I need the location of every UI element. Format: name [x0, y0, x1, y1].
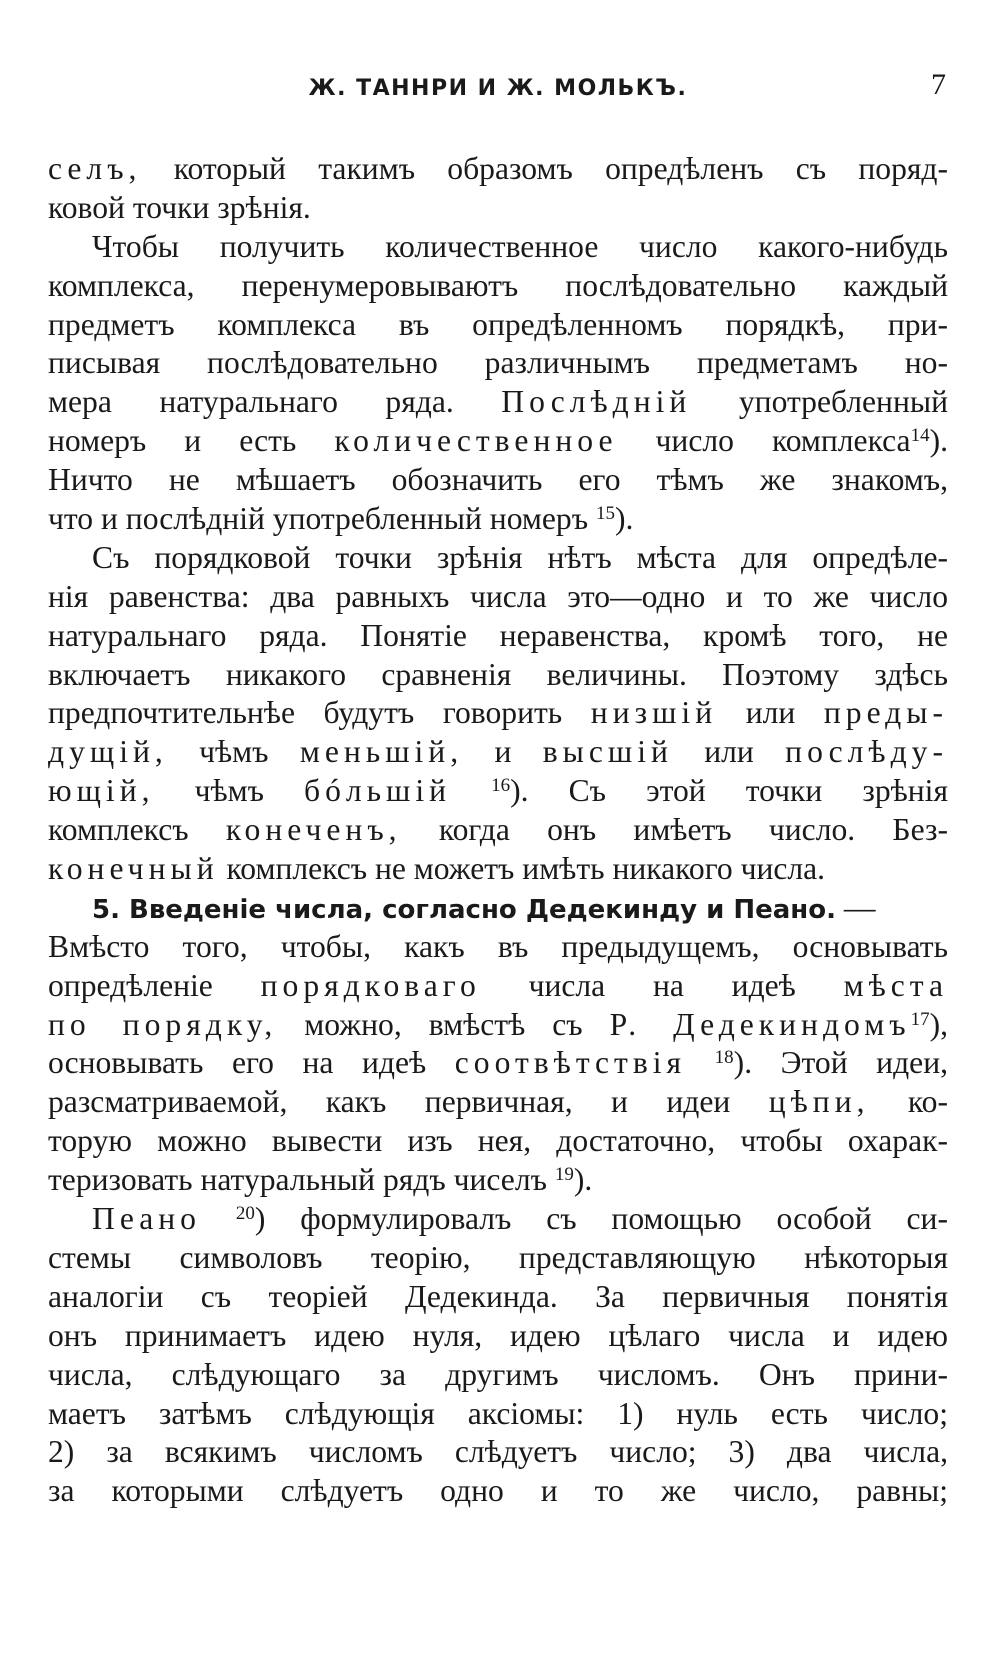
- text-line: стемы символовъ теорію, представляющую нѣкоторыя: [48, 1239, 948, 1275]
- spaced-word: Послѣдній: [501, 384, 692, 420]
- text-line: числа, слѣдующаго за другимъ числомъ. Онъ прини-: [48, 1356, 948, 1392]
- text-line: Чтобы получить количественное число какого-нибудь: [92, 228, 948, 264]
- text-run: число комплекса: [617, 423, 911, 459]
- text-line: [48, 967, 948, 1006]
- text-line: Съ порядковой точки зрѣнія нѣтъ мѣста для опредѣле-: [92, 539, 948, 575]
- text-line: [48, 811, 948, 850]
- spaced-word: цѣпи,: [768, 1084, 870, 1120]
- spaced-word: преды-: [823, 695, 948, 731]
- spaced-word: ющій,: [48, 773, 155, 809]
- spaced-word: соотвѣтствія: [454, 1045, 687, 1081]
- text-line: [48, 1006, 948, 1045]
- spaced-word: высшій: [542, 734, 673, 770]
- text-run: основывать его на идеѣ: [48, 1045, 455, 1081]
- paragraph-3: [48, 539, 948, 889]
- text-run: теризовать натуральный рядъ чиселъ: [48, 1162, 555, 1198]
- text-run: [686, 1045, 715, 1080]
- text-run: комплексъ: [48, 812, 226, 848]
- text-run: номеръ и есть: [48, 423, 335, 459]
- spaced-word: мѣста: [843, 967, 949, 1003]
- text-line: 2) за всякимъ числомъ слѣдуетъ число; 3) два числа,: [48, 1434, 948, 1470]
- text-line: торую можно вывести изъ нея, достаточно, чтобы охарак-: [48, 1123, 948, 1159]
- text-line: за которыми слѣдуетъ одно и то же число, равны;: [48, 1473, 948, 1509]
- text-line: [48, 772, 948, 811]
- page-number: 7: [931, 68, 946, 101]
- text-line: [48, 1161, 948, 1200]
- text-line: натуральнаго ряда. Понятіе неравенства, кромѣ того, не: [48, 617, 948, 653]
- text-run: [451, 773, 491, 808]
- text-run: ),: [929, 1006, 948, 1042]
- text-line: [48, 1044, 948, 1083]
- spaced-word: порядковаго: [260, 967, 481, 1003]
- spaced-word: бóльшій: [304, 773, 452, 809]
- text-run: мера натуральнаго ряда.: [48, 384, 502, 420]
- text-line: нія равенства: два равныхъ числа это—одно и то же число: [48, 578, 948, 614]
- text-run: ). Съ этой точки зрѣнія: [510, 773, 948, 809]
- text-run: когда онъ имѣетъ число. Без-: [401, 812, 948, 848]
- text-run: чѣмъ: [167, 734, 300, 770]
- text-run: который такимъ образомъ опредѣленъ съ поряд-: [141, 151, 948, 186]
- text-run: ).: [614, 501, 634, 537]
- text-run: или: [672, 734, 786, 770]
- paragraph-2: [48, 228, 948, 539]
- text-line: онъ принимаетъ идею нуля, идею цѣлаго числа и идею: [48, 1317, 948, 1353]
- text-run: [201, 1201, 236, 1236]
- spaced-word: селъ,: [48, 151, 142, 186]
- text-run: опредѣленіе: [48, 967, 261, 1003]
- footnote-ref[interactable]: 19: [554, 1164, 574, 1186]
- text-line: [48, 850, 948, 889]
- text-run: употребленный: [691, 384, 948, 420]
- text-run: чѣмъ: [154, 773, 304, 809]
- text-run: или: [717, 695, 824, 731]
- text-line: [48, 383, 948, 422]
- paragraph-5: [48, 1200, 948, 1511]
- text-line: писывая послѣдовательно различнымъ предметамъ но-: [48, 345, 948, 381]
- text-line: Ничто не мѣшаетъ обозначить его тѣмъ же знакомъ,: [48, 462, 948, 498]
- text-line: комплекса, перенумеровываютъ послѣдовательно каждый: [48, 267, 948, 303]
- text-run: разсматриваемой, какъ первичная, и идеи: [48, 1084, 769, 1120]
- text-run: ).: [573, 1162, 593, 1198]
- section-heading: 5. Введеніе числа, согласно Дедекинду и Пеано.: [92, 894, 837, 925]
- text-run: ).: [929, 423, 948, 459]
- spaced-word: послѣду-: [785, 734, 948, 770]
- text-line: Вмѣсто того, чтобы, какъ въ предыдущемъ, основывать: [48, 928, 948, 964]
- text-line: маетъ затѣмъ слѣдующія аксіомы: 1) нуль есть число;: [48, 1395, 948, 1431]
- footnote-ref[interactable]: 20: [235, 1203, 255, 1225]
- footnote-ref[interactable]: 17: [910, 1008, 930, 1030]
- footnote-ref[interactable]: 16: [491, 775, 511, 797]
- page-body: [48, 150, 948, 1511]
- spaced-word: конеченъ,: [225, 812, 402, 848]
- footnote-ref[interactable]: 18: [714, 1047, 734, 1069]
- text-line: аналогіи съ теоріей Дедекинда. За первичныя понятія: [48, 1278, 948, 1314]
- text-run: можно, вмѣстѣ съ: [277, 1006, 610, 1042]
- text-line: [48, 1200, 948, 1239]
- text-line: включаетъ никакого сравненія величины. Поэтому здѣсь: [48, 656, 948, 692]
- text-run: —: [836, 889, 876, 925]
- text-run: и: [463, 734, 543, 770]
- paragraph-1: [48, 150, 948, 228]
- text-run: предпочтительнѣе будутъ говорить: [48, 695, 591, 731]
- text-line: [48, 500, 948, 539]
- text-line: предметъ комплекса въ опредѣленномъ порядкѣ, при-: [48, 306, 948, 342]
- spaced-word: по порядку,: [48, 1006, 278, 1042]
- text-run: что и послѣдній употребленный номеръ: [48, 501, 596, 537]
- text-line: [48, 1083, 948, 1122]
- text-line: [48, 694, 948, 733]
- spaced-word: конечный: [48, 851, 219, 887]
- running-title: Ж. ТАННРИ И Ж. МОЛЬКЪ.: [308, 76, 688, 101]
- text-line: [48, 422, 948, 461]
- page-header: [48, 68, 948, 112]
- text-run: ) формулировалъ съ помощью особой си-: [254, 1201, 948, 1237]
- paragraph-4: [48, 889, 948, 1200]
- text-run: комплексъ не можетъ имѣть никакого числа.: [218, 851, 826, 887]
- footnote-ref[interactable]: 15: [595, 503, 615, 525]
- text-run: ко-: [869, 1084, 948, 1120]
- spaced-word: количественное: [334, 423, 618, 459]
- text-line: [48, 733, 948, 772]
- spaced-word: низшій: [590, 695, 718, 731]
- text-run: ). Этой идеи,: [733, 1045, 948, 1081]
- spaced-word: меньшій,: [299, 734, 464, 770]
- text-run: числа на идеѣ: [480, 967, 844, 1003]
- text-line: ковой точки зрѣнія.: [48, 189, 311, 225]
- spaced-word: Р. Дедекиндомъ: [609, 1006, 911, 1042]
- text-line: [48, 889, 948, 928]
- spaced-word: Пеано: [92, 1201, 201, 1237]
- text-line: [48, 150, 948, 189]
- spaced-word: дущій,: [48, 734, 168, 770]
- footnote-ref[interactable]: 14: [910, 425, 930, 447]
